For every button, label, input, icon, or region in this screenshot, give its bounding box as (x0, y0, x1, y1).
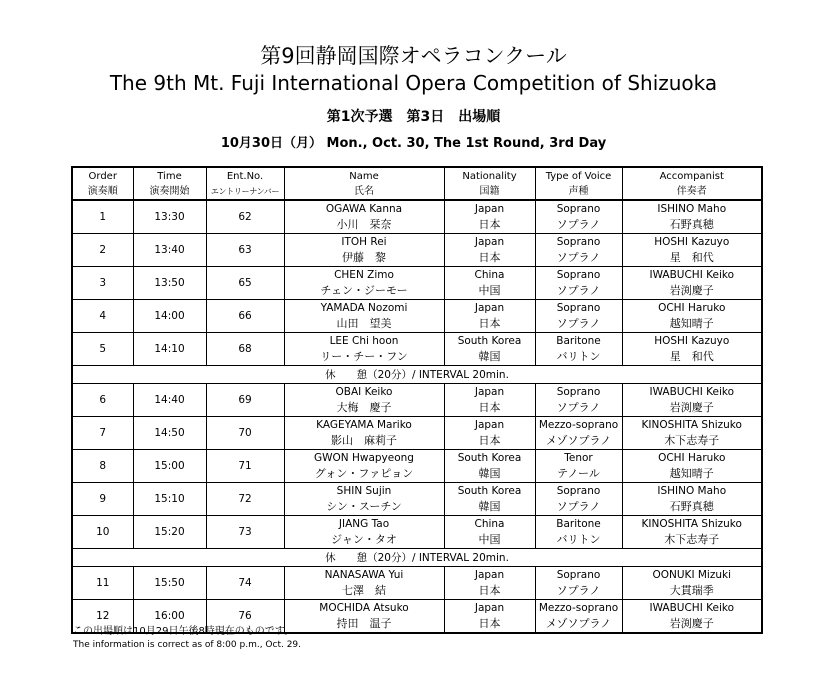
interval-label: 休 憩（20分）/ INTERVAL 20min. (72, 549, 762, 567)
voice-cell: Soprano ソプラノ (535, 300, 622, 333)
header-voice: Type of Voice 声種 (535, 167, 622, 200)
table-row (72, 483, 762, 516)
time-cell: 15:50 (133, 567, 206, 600)
name-cell: ITOH Rei 伊藤 黎 (284, 234, 444, 267)
name-cell: MOCHIDA Atsuko 持田 温子 (284, 600, 444, 634)
name-cell: OGAWA Kanna 小川 栞奈 (284, 200, 444, 234)
name-cell: YAMADA Nozomi 山田 望美 (284, 300, 444, 333)
accompanist-cell: KINOSHITA Shizuko 木下志寿子 (622, 516, 762, 549)
order-cell: 11 (72, 567, 133, 600)
order-cell: 6 (72, 384, 133, 417)
order-cell: 10 (72, 516, 133, 549)
accompanist-cell: OONUKI Mizuki 大貫瑞季 (622, 567, 762, 600)
entry-cell: 65 (206, 267, 284, 300)
time-cell: 16:00 (133, 600, 206, 634)
time-cell: 14:40 (133, 384, 206, 417)
accompanist-cell: HOSHI Kazuyo 星 和代 (622, 234, 762, 267)
entry-cell: 74 (206, 567, 284, 600)
entry-cell: 71 (206, 450, 284, 483)
schedule-body (72, 200, 762, 633)
table-row (72, 384, 762, 417)
name-cell: LEE Chi hoon リー・チー・フン (284, 333, 444, 366)
page-title-ja: 第9回静岡国際オペラコンクール (260, 44, 567, 68)
entry-cell: 76 (206, 600, 284, 634)
date-line: 10月30日（月） Mon., Oct. 30, The 1st Round, 3rd Day (220, 136, 607, 151)
table-row (72, 450, 762, 483)
name-cell: JIANG Tao ジャン・タオ (284, 516, 444, 549)
nationality-cell: South Korea 韓国 (444, 450, 535, 483)
interval-row (72, 549, 762, 567)
round-subtitle: 第1次予選 第3日 出場順 (326, 109, 501, 125)
entry-cell: 68 (206, 333, 284, 366)
voice-cell: Soprano ソプラノ (535, 234, 622, 267)
header-time: Time 演奏開始 (133, 167, 206, 200)
nationality-cell: China 中国 (444, 267, 535, 300)
header-row (72, 167, 762, 200)
entry-cell: 72 (206, 483, 284, 516)
order-cell: 4 (72, 300, 133, 333)
nationality-cell: Japan 日本 (444, 417, 535, 450)
entry-cell: 62 (206, 200, 284, 234)
name-cell: KAGEYAMA Mariko 影山 麻莉子 (284, 417, 444, 450)
entry-cell: 66 (206, 300, 284, 333)
accompanist-cell: IWABUCHI Keiko 岩渕慶子 (622, 384, 762, 417)
time-cell: 14:00 (133, 300, 206, 333)
interval-label: 休 憩（20分）/ INTERVAL 20min. (72, 366, 762, 384)
table-row (72, 417, 762, 450)
table-row (72, 333, 762, 366)
voice-cell: Soprano ソプラノ (535, 267, 622, 300)
footer-note-en: The information is correct as of 8:00 p.m., Oct. 29. (73, 640, 302, 650)
entry-cell: 63 (206, 234, 284, 267)
header-entry: Ent.No. エントリーナンバー (206, 167, 284, 200)
time-cell: 14:50 (133, 417, 206, 450)
voice-cell: Soprano ソプラノ (535, 567, 622, 600)
time-cell: 15:20 (133, 516, 206, 549)
header-order: Order 演奏順 (72, 167, 133, 200)
nationality-cell: China 中国 (444, 516, 535, 549)
accompanist-cell: HOSHI Kazuyo 星 和代 (622, 333, 762, 366)
page-title-en: The 9th Mt. Fuji International Opera Competition of Shizuoka (109, 71, 718, 95)
accompanist-cell: IWABUCHI Keiko 岩渕慶子 (622, 267, 762, 300)
nationality-cell: Japan 日本 (444, 567, 535, 600)
voice-cell: Mezzo-soprano メゾソプラノ (535, 417, 622, 450)
order-cell: 1 (72, 200, 133, 234)
voice-cell: Baritone バリトン (535, 333, 622, 366)
time-cell: 13:30 (133, 200, 206, 234)
order-cell: 9 (72, 483, 133, 516)
name-cell: NANASAWA Yui 七澤 結 (284, 567, 444, 600)
header-nationality: Nationality 国籍 (444, 167, 535, 200)
accompanist-cell: ISHINO Maho 石野真穂 (622, 483, 762, 516)
voice-cell: Baritone バリトン (535, 516, 622, 549)
table-row (72, 300, 762, 333)
time-cell: 13:50 (133, 267, 206, 300)
accompanist-cell: OCHI Haruko 越知晴子 (622, 450, 762, 483)
accompanist-cell: ISHINO Maho 石野真穂 (622, 200, 762, 234)
accompanist-cell: OCHI Haruko 越知晴子 (622, 300, 762, 333)
voice-cell: Soprano ソプラノ (535, 483, 622, 516)
time-cell: 15:00 (133, 450, 206, 483)
order-cell: 5 (72, 333, 133, 366)
time-cell: 13:40 (133, 234, 206, 267)
name-cell: OBAI Keiko 大梅 慶子 (284, 384, 444, 417)
interval-row (72, 366, 762, 384)
entry-cell: 70 (206, 417, 284, 450)
nationality-cell: Japan 日本 (444, 300, 535, 333)
order-cell: 2 (72, 234, 133, 267)
nationality-cell: South Korea 韓国 (444, 483, 535, 516)
order-cell: 8 (72, 450, 133, 483)
header-name: Name 氏名 (284, 167, 444, 200)
table-row (72, 234, 762, 267)
table-row (72, 267, 762, 300)
voice-cell: Soprano ソプラノ (535, 384, 622, 417)
time-cell: 15:10 (133, 483, 206, 516)
entry-cell: 73 (206, 516, 284, 549)
order-cell: 12 (72, 600, 133, 634)
entry-cell: 69 (206, 384, 284, 417)
time-cell: 14:10 (133, 333, 206, 366)
nationality-cell: Japan 日本 (444, 384, 535, 417)
accompanist-cell: IWABUCHI Keiko 岩渕慶子 (622, 600, 762, 634)
nationality-cell: Japan 日本 (444, 234, 535, 267)
name-cell: SHIN Sujin シン・スーチン (284, 483, 444, 516)
voice-cell: Soprano ソプラノ (535, 200, 622, 234)
voice-cell: Tenor テノール (535, 450, 622, 483)
voice-cell: Mezzo-soprano メゾソプラノ (535, 600, 622, 634)
name-cell: GWON Hwapyeong グォン・ファピョン (284, 450, 444, 483)
nationality-cell: Japan 日本 (444, 200, 535, 234)
schedule-table (71, 166, 763, 634)
header-accompanist: Accompanist 伴奏者 (622, 167, 762, 200)
nationality-cell: South Korea 韓国 (444, 333, 535, 366)
name-cell: CHEN Zimo チェン・ジーモー (284, 267, 444, 300)
footer-note-ja: この出場順は10月29日午後8時現在のものです。 (73, 626, 295, 637)
order-cell: 3 (72, 267, 133, 300)
table-row (72, 516, 762, 549)
accompanist-cell: KINOSHITA Shizuko 木下志寿子 (622, 417, 762, 450)
nationality-cell: Japan 日本 (444, 600, 535, 634)
order-cell: 7 (72, 417, 133, 450)
table-row (72, 567, 762, 600)
table-row (72, 200, 762, 234)
